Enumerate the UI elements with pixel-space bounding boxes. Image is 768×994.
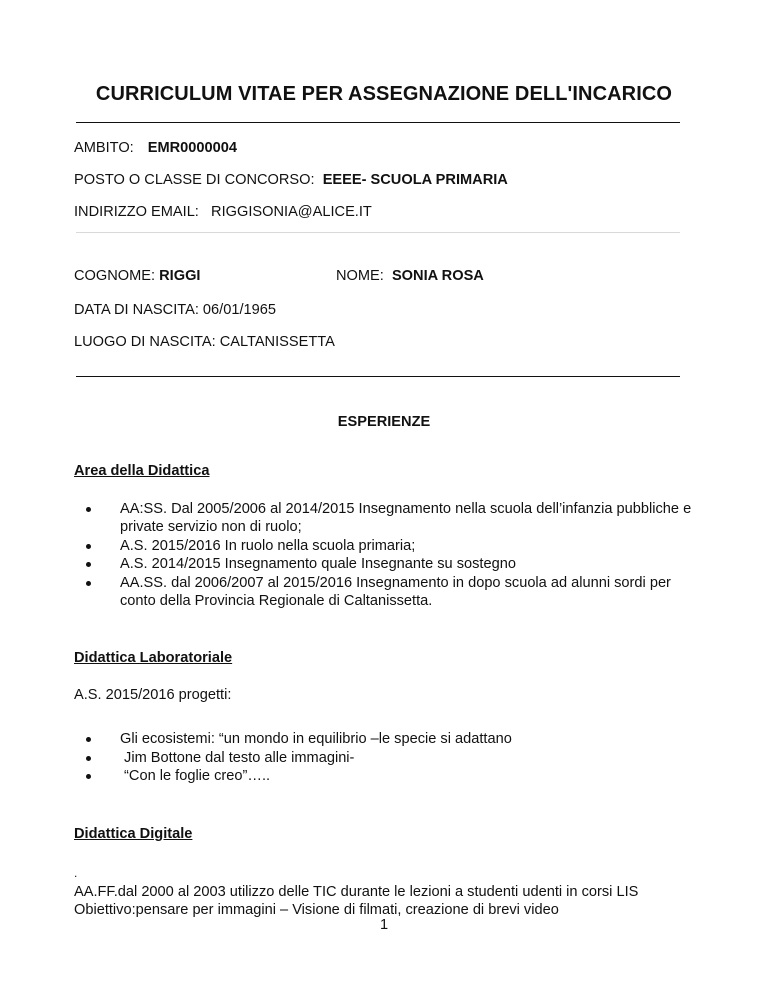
email-value: RIGGISONIA@ALICE.IT: [211, 204, 372, 220]
digitale-line-2: Obiettivo:pensare per immagini – Visione di filmati, creazione di brevi video: [74, 902, 559, 918]
posto-label: POSTO O CLASSE DI CONCORSO:: [74, 172, 315, 188]
list-item: Jim Bottone dal testo alle immagini-: [74, 749, 694, 767]
email-label: INDIRIZZO EMAIL:: [74, 204, 199, 220]
bullet-icon: [86, 756, 91, 761]
nome-row: [336, 268, 484, 284]
digitale-line-1: AA.FF.dal 2000 al 2003 utilizzo delle TIC durante le lezioni a studenti udenti in corsi LIS: [74, 884, 639, 900]
bullet-icon: [86, 544, 91, 549]
page-number: 1: [379, 917, 389, 933]
list-item: AA.SS. dal 2006/2007 al 2015/2016 Insegnamento in dopo scuola ad alunni sordi per conto della Provincia Regionale di Caltanissetta.: [74, 574, 694, 610]
bullet-icon: [86, 581, 91, 586]
laboratoriale-intro: A.S. 2015/2016 progetti:: [74, 687, 232, 703]
list-item: AA:SS. Dal 2005/2006 al 2014/2015 Insegnamento nella scuola dell’infanzia pubbliche e private servizio non di ruolo;: [74, 500, 694, 536]
area-didattica-list: [74, 500, 694, 610]
ambito-row: [74, 140, 237, 156]
digitale-dot: .: [74, 866, 78, 880]
cognome-row: [74, 268, 201, 284]
title-divider: [76, 122, 680, 123]
luogo-nascita: LUOGO DI NASCITA: CALTANISSETTA: [74, 334, 335, 350]
ambito-value: EMR0000004: [147, 140, 237, 156]
posto-value: EEEE- SCUOLA PRIMARIA: [322, 172, 508, 188]
cognome-value: RIGGI: [159, 268, 201, 284]
ambito-label: AMBITO:: [74, 140, 134, 156]
list-item: A.S. 2014/2015 Insegnamento quale Insegnante su sostegno: [74, 555, 694, 573]
heading-didattica-digitale: Didattica Digitale: [74, 826, 193, 842]
nome-value: SONIA ROSA: [391, 268, 484, 284]
bullet-icon: [86, 562, 91, 567]
list-item: “Con le foglie creo”…..: [74, 767, 694, 785]
info-divider: [76, 376, 680, 377]
heading-didattica-laboratoriale: Didattica Laboratoriale: [74, 650, 233, 666]
list-item: Gli ecosistemi: “un mondo in equilibrio –le specie si adattano: [74, 730, 694, 748]
email-divider: [76, 232, 680, 233]
nome-label: NOME:: [336, 268, 384, 284]
email-row: [74, 204, 372, 220]
bullet-icon: [86, 507, 91, 512]
cognome-label: COGNOME:: [74, 268, 156, 284]
laboratoriale-list: [74, 730, 694, 786]
bullet-icon: [86, 737, 91, 742]
document-title: CURRICULUM VITAE PER ASSEGNAZIONE DELL'INCARICO: [95, 83, 673, 105]
bullet-icon: [86, 774, 91, 779]
section-title-esperienze: ESPERIENZE: [337, 414, 431, 430]
list-item: A.S. 2015/2016 In ruolo nella scuola primaria;: [74, 537, 694, 555]
posto-row: [74, 172, 508, 188]
data-nascita: DATA DI NASCITA: 06/01/1965: [74, 302, 276, 318]
heading-area-didattica: Area della Didattica: [74, 463, 210, 479]
